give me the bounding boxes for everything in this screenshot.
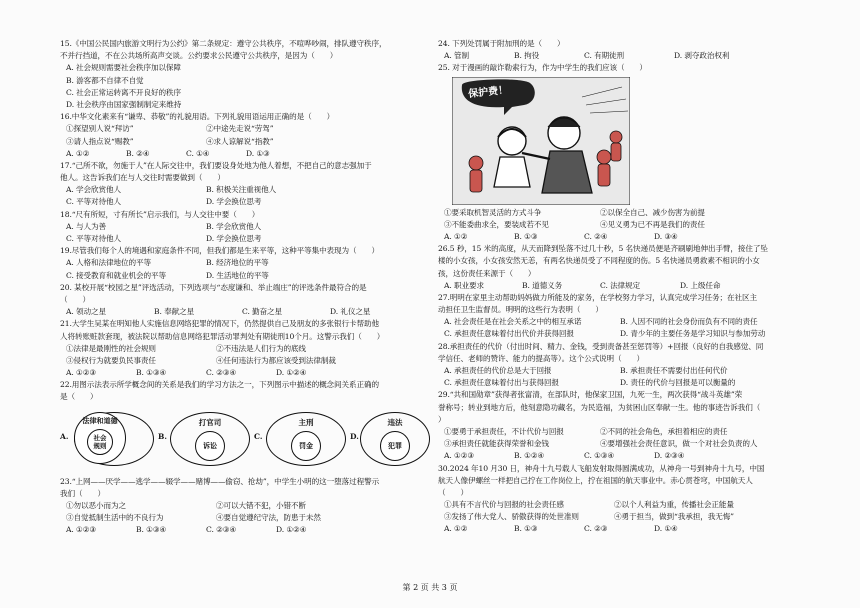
q29-stem-cont2: ） (438, 414, 446, 424)
q22-label-c: C. (254, 431, 263, 441)
q30-answer-d: D. ①④ (654, 524, 678, 534)
q25-stem: 25. 对于漫画的敲诈勒索行为，作为中学生的我们应该（ ） (438, 63, 647, 73)
cartoon-extortion-illustration (452, 77, 630, 205)
q23-options-row1 (60, 500, 430, 512)
q19-option-d: D. 生活地位的平等 (206, 270, 269, 280)
q26-stem-cont: 楼的小女孩，小女孩安然无恙，有两名快递员受了不同程度的伤。5 名快递员勇救素不相识的小女 (438, 256, 760, 266)
q25-answer-b: B. ①③ (514, 231, 538, 241)
q18-option-b: B. 学会欣赏他人 (206, 221, 262, 231)
q21-item-4: ④任何违法行为都应该受到法律制裁 (216, 355, 336, 365)
q30-item-2: ②以个人利益为重，传播社会正能量 (614, 500, 734, 510)
diagram-b-outer-label: 打官司 (198, 417, 222, 427)
diagram-d-inner (380, 431, 410, 461)
q27-options-row1 (438, 316, 818, 328)
q29-options-row1 (438, 426, 818, 438)
venn-diagram-c (266, 412, 346, 466)
q21-options-row2 (60, 355, 430, 367)
q15-stem: 15.《中国公民国内旅游文明行为公约》第二条规定：遵守公共秩序，不喧哗吵闹，排队遵守秩序， (60, 39, 387, 48)
page-footer: 第 2 页 共 3 页 (402, 583, 458, 592)
q29-item-3: ③承担责任就能获得荣誉和金钱 (444, 439, 549, 449)
q21-item-2: ②不违法是人们行为的底线 (216, 343, 306, 353)
q30-answer-a: A. ①② (444, 524, 468, 534)
q17-options-row1 (60, 184, 430, 196)
q23-answers (60, 524, 430, 536)
q27-option-a: A. 社会责任是在社会关系之中的相互承诺 (444, 317, 582, 327)
q15-option-b: B. 游客都不自律不自觉 (66, 75, 144, 85)
q23-answer-a: A. ①②③ (66, 525, 97, 535)
venn-diagram-d (360, 412, 430, 466)
q21-options-row1 (60, 343, 430, 355)
q26-stem-cont2: 孩，这份责任来源于（ ） (438, 268, 536, 278)
q29-answers (438, 450, 818, 462)
q17-option-a: A. 学会欣赏他人 (66, 185, 121, 195)
diagram-c-outer-label: 主刑 (298, 417, 314, 427)
q29-item-2: ②不同的社会角色，承担着相应的责任 (600, 426, 728, 436)
q16-item-2: ②中途先走说“劳驾” (206, 124, 274, 134)
q25-item-2: ②以保全自己、减少伤害为前提 (600, 207, 705, 217)
diagram-b-inner (195, 431, 225, 461)
q27-stem: 27.明明在家里主动帮助妈妈做力所能及的家务，在学校努力学习，认真完成学习任务；在社区主 (438, 292, 758, 302)
q16-item-4: ④求人谅解说“指教” (206, 136, 274, 146)
q17-stem: 17.“己所不欲，勿施于人”在人际交往中，我们要设身处地为他人着想，不把自己的意志强加于 (60, 160, 372, 170)
q21-stem: 21.大学生吴某在明知他人实施信息网络犯罪的情况下，仍然提供自己及朋友的多张银行卡帮助他 (60, 319, 380, 329)
q22-label-b: B. (158, 431, 167, 441)
q16-options-row1 (60, 123, 430, 135)
q29-options-row2 (438, 438, 818, 450)
q28-options-row2 (438, 377, 818, 389)
q29-answer-b: B. ①②④ (514, 451, 545, 461)
q18-option-a: A. 与人为善 (66, 221, 106, 231)
q29-item-4: ④要增强社会责任意识，做一个对社会负责的人 (600, 439, 758, 449)
q24-stem: 24. 下列处罚属于附加刑的是（ ） (438, 39, 565, 48)
q16-answers (60, 148, 430, 160)
q23-item-3: ③自觉抵制生活中的不良行为 (66, 513, 164, 523)
diagram-c-inner-label: 罚金 (299, 440, 313, 450)
q18-options-row1 (60, 221, 430, 233)
q19-stem: 19.尽管我们每个人的境遇和家庭条件不同，但我们都是生来平等，这种平等集中表现为（ ） (60, 246, 380, 256)
q20-options (60, 306, 430, 318)
q25-options-row2 (438, 219, 818, 231)
diagram-a-outer (74, 412, 126, 464)
q28-stem-cont: 学信任、老师的赞许、能力的提高等）。这个公式说明（ ） (438, 353, 645, 363)
q28-stem: 28.承担责任的代价（付出时间、精力、金钱，受到责备甚至惩罚等）+回报（良好的自我感觉、同 (438, 341, 764, 351)
q24-option-d: D. 剥夺政治权利 (674, 51, 730, 61)
q19-option-b: B. 经济地位的平等 (206, 258, 269, 268)
q20-option-b: B. 奉献之星 (154, 307, 195, 317)
q25-answer-c: C. ②④ (584, 231, 608, 241)
q21-answer-d: D. ①②④ (276, 368, 307, 378)
q15-option-d: D. 社会秩序由国家强制制定来维持 (66, 99, 182, 109)
q25-answer-a: A. ①② (444, 231, 468, 241)
q15-stem-cont: 不并行挡道，不在公共场所高声交谈。公约要求公民遵守公共秩序，是因为（ ） (60, 51, 338, 61)
q30-answer-c: C. ②③ (584, 524, 608, 534)
q23-item-4: ④要自觉遵纪守法，防患于未然 (216, 513, 321, 523)
q25-item-3: ③不能委曲求全，要装成若不见 (444, 219, 549, 229)
q24-option-c: C. 有期徒刑 (584, 51, 625, 61)
q30-item-3: ③发扬了伟大党人、骄傲获得的处世准则 (444, 512, 579, 522)
q16-item-1: ①探望别人说“拜访” (66, 124, 134, 134)
q16-answer-b: B. ②④ (126, 148, 150, 158)
diagram-c-inner (291, 431, 321, 461)
q16-options-row2 (60, 136, 430, 148)
q26-option-b: B. 道德义务 (522, 280, 563, 290)
q26-options (438, 280, 818, 292)
q23-item-2: ②可以大错不犯，小错不断 (216, 501, 306, 510)
q30-stem-cont: 航天人像伊螺丝一样把自己拧在工作岗位上，拧在祖国的航天事业中。赤心贯苍穹，中国航天人 (438, 475, 753, 485)
q21-item-1: ①法律是最刚性的社会规则 (66, 343, 156, 353)
q27-options-row2 (438, 328, 818, 340)
q24-option-a: A. 管制 (444, 51, 469, 61)
diagram-a-inner-label: 社会规则 (93, 433, 107, 450)
diagram-d-inner-label: 犯罪 (388, 440, 402, 450)
q22-stem: 22.用图示法表示所学概念间的关系是我们的学习方法之一，下列图示中描述的概念间关系正确的 (60, 380, 380, 390)
q21-item-3: ③侵权行为就要负民事责任 (66, 355, 156, 365)
q19-options-row1 (60, 257, 430, 269)
q18-option-c: C. 平等对待他人 (66, 234, 122, 243)
q27-option-d: D. 青少年的主要任务是学习知识与参加劳动 (620, 329, 766, 339)
q28-option-b: B. 承担责任不需要付出任何代价 (620, 366, 728, 375)
q20-stem: 20. 某校开展“校园之星”评选活动，下列选项与“态度谦和、举止端庄”的评选条件最符合的是 (60, 282, 367, 292)
q21-answer-c: C. ②③④ (206, 368, 237, 378)
q17-stem-cont: 他人。这告诉我们在与人交往时需要做到（ ） (60, 173, 225, 183)
q28-options-row1 (438, 365, 818, 377)
q28-option-d: D. 责任的代价与回报是可以衡量的 (620, 378, 736, 388)
q29-stem: 29.“共和国勋章”获得者张富清，在部队时，他保家卫国，九死一生，两次获得“战斗英雄”荣 (438, 390, 743, 400)
q23-options-row2 (60, 512, 430, 524)
q15-option-a: A. 社会规则需要社会秩序加以保障 (66, 63, 181, 73)
diagram-d-outer-label: 违法 (387, 417, 403, 427)
q25-answers (438, 231, 818, 243)
q23-answer-d: D. ①②④ (276, 525, 307, 535)
q21-answers (60, 367, 430, 379)
q18-option-d: D. 学会换位思考 (206, 234, 262, 243)
q30-answers (438, 523, 818, 535)
q27-stem-cont: 动担任卫生监督员。明明的这些行为表明（ ） (438, 305, 603, 315)
q23-stem-cont: 我们（ ） (60, 488, 105, 498)
q24-options (438, 50, 818, 62)
left-column (60, 38, 430, 537)
q25-answer-d: D. ③④ (654, 231, 678, 241)
q25-item-4: ④见义勇为已不再是我们的责任 (600, 219, 705, 229)
q20-option-a: A. 领动之星 (66, 307, 106, 317)
q29-answer-c: C. ①③④ (584, 451, 615, 461)
q16-answer-c: C. ①④ (186, 148, 210, 158)
q20-stem-cont: （ ） (60, 294, 90, 304)
q29-stem-cont: 誉称号；转业到地方后，他刻意隐功藏名，为民造福，为贫困山区奉献一生。他的事迹告诉我们（ (438, 402, 761, 412)
q20-option-c: C. 勤奋之星 (242, 307, 283, 317)
q23-answer-b: B. ①③④ (136, 525, 167, 535)
q18-stem: 18.“尺有所短，寸有所长”启示我们，与人交往中要（ ） (60, 209, 260, 219)
q30-options-row2 (438, 511, 818, 523)
q16-answer-d: D. ①③ (246, 148, 270, 158)
q21-answer-a: A. ①②③ (66, 368, 97, 378)
q19-option-c: C. 接受教育和就业机会的平等 (66, 270, 166, 280)
q21-stem-cont: 人将转账赃款套现，被法院以帮助信息网络犯罪活动罪判处有期徒刑10个月。这警示我们（ ） (60, 331, 385, 341)
q17-options-row2 (60, 196, 430, 208)
q21-answer-b: B. ①③④ (136, 368, 167, 378)
diagram-a-inner (87, 429, 113, 455)
q30-item-1: ①具有不言代价与回报的社会责任感 (444, 500, 564, 510)
q25-options-row1 (438, 207, 818, 219)
q29-answer-a: A. ①②③ (444, 451, 475, 461)
q28-option-c: C. 承担责任意味着付出与获得回报 (444, 378, 559, 388)
q16-item-3: ③请人指点说“赐教” (66, 136, 134, 146)
q23-item-1: ①勿以恶小而为之 (66, 501, 126, 510)
q27-option-c: C. 承担责任意味着付出代价并获得回报 (444, 329, 574, 339)
q22-label-d: D. (350, 431, 359, 441)
q23-answer-c: C. ②③④ (206, 525, 237, 535)
q16-answer-a: A. ①② (66, 148, 90, 158)
q26-option-c: C. 法律规定 (600, 280, 641, 290)
q19-options-row2 (60, 270, 430, 282)
q30-answer-b: B. ①③ (514, 524, 538, 534)
venn-diagram-b (170, 412, 250, 466)
q22-diagrams (60, 408, 430, 476)
q30-stem-cont2: （ ） (438, 487, 468, 497)
q27-option-b: B. 人因不同的社会身份而负有不同的责任 (620, 317, 758, 327)
q17-option-d: D. 学会换位思考 (206, 197, 262, 207)
q24-option-b: B. 拘役 (514, 51, 540, 61)
q26-stem: 26.5 秒，15 米的高度，从天而降到坠落不过几十秒，5 名快递员便是齐刷刷地伸出手臂，接住了坠 (438, 244, 768, 254)
q22-stem-cont: 是（ ） (60, 392, 98, 402)
q26-option-a: A. 职业要求 (444, 280, 484, 290)
cartoon-speech-text: 保护费！ (467, 84, 509, 100)
q17-option-c: C. 平等对待他人 (66, 197, 122, 207)
diagram-a-outer-label: 法律和道德 (82, 415, 118, 425)
q26-option-d: D. 上级任命 (680, 280, 721, 290)
q30-stem: 30.2024 年10 月30 日，神舟十九号载人飞船发射取得圆满成功，从神舟一号到神舟十九号，中国 (438, 463, 765, 473)
q29-answer-d: D. ②③④ (654, 451, 685, 461)
q23-stem: 23.“上网——厌学——逃学——辍学——赌博——偷窃、抢劫”，中学生小明的这一堕落过程警示 (60, 476, 380, 486)
q15-option-c: C. 社会正常运转离不开良好的秩序 (66, 87, 181, 97)
q19-option-a: A. 人格和法律地位的平等 (66, 258, 151, 268)
q17-option-b: B. 积极关注重视他人 (206, 185, 277, 195)
q30-options-row1 (438, 499, 818, 511)
q30-item-4: ④勇于担当，做到“我承担，我无悔” (614, 512, 734, 522)
q25-item-1: ①要采取机智灵活的方式斗争 (444, 207, 542, 217)
q18-options-row2 (60, 233, 430, 245)
q16-stem: 16.中华文化素来有“谦卑、恭敬”的礼貌用语。下列礼貌用语运用正确的是（ ） (60, 112, 335, 122)
q22-label-a: A. (60, 431, 69, 441)
venn-diagram-a (74, 412, 154, 466)
q20-option-d: D. 礼仪之星 (330, 307, 371, 317)
right-column (438, 38, 818, 536)
q29-item-1: ①要勇于承担责任，不计代价与回报 (444, 426, 564, 436)
diagram-b-inner-label: 诉讼 (203, 440, 217, 450)
q28-option-a: A. 承担责任的代价总是大于回报 (444, 366, 552, 375)
